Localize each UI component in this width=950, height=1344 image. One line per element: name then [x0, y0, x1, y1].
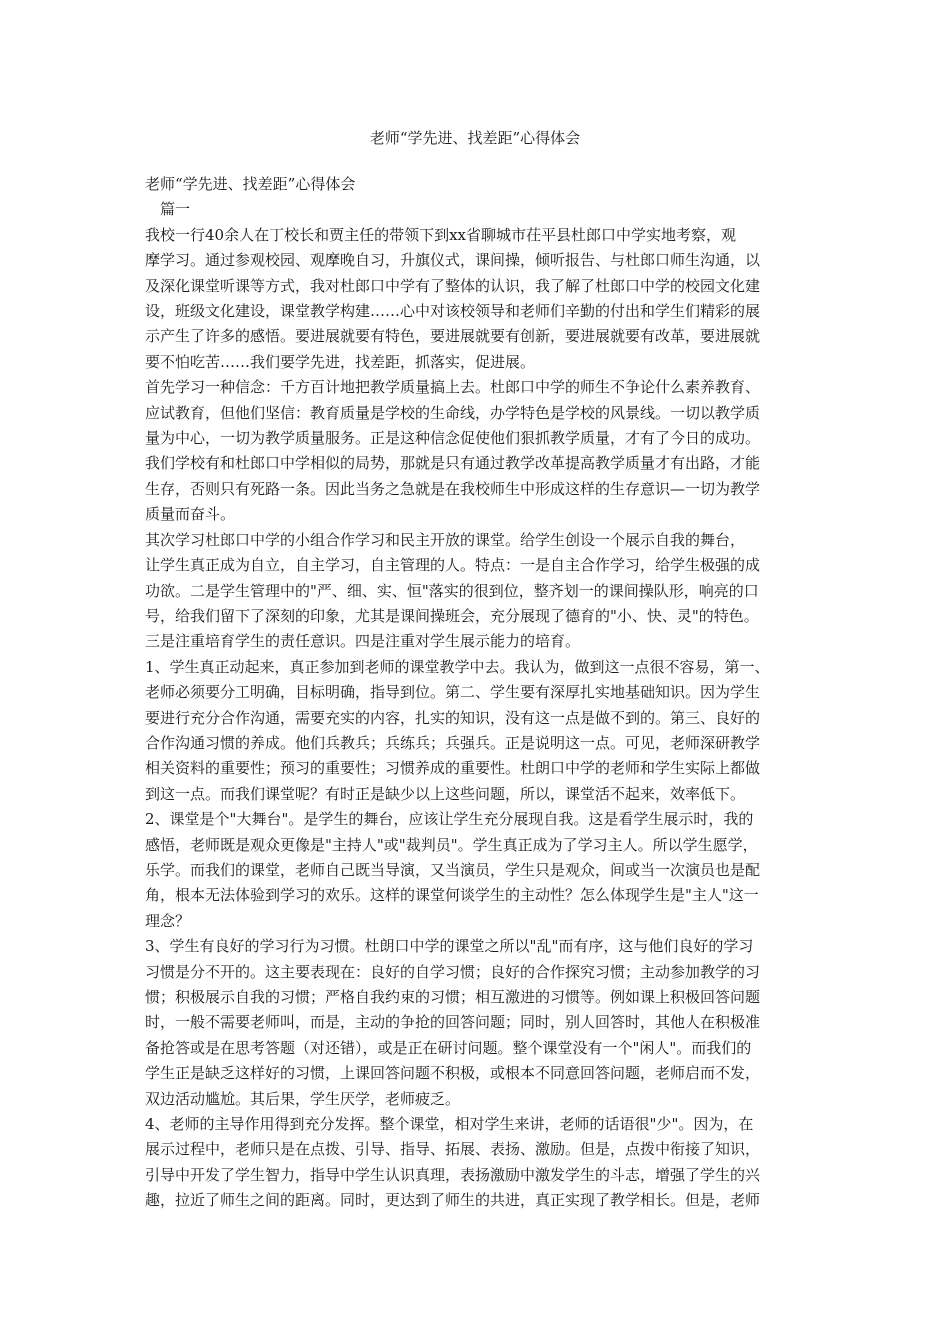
text-line: 感悟，老师既是观众更像是"主持人"或"裁判员"。学生真正成为了学习主人。所以学生愿学，: [145, 835, 758, 854]
text-line: 相关资料的重要性；预习的重要性；习惯养成的重要性。杜朗口中学的老师和学生实际上都做: [145, 759, 761, 778]
document-title: 老师“学先进、找差距”心得体会: [369, 129, 581, 147]
text-line: 让学生真正成为自立，自主学习，自主管理的人。特点：一是自主合作学习，给学生极强的成: [145, 556, 761, 575]
text-line: 首先学习一种信念：千方百计地把教学质量搞上去。杜郎口中学的师生不争论什么素养教育、: [145, 378, 761, 397]
text-line: 备抢答或是在思考答题（对还错），或是正在研讨问题。整个课堂没有一个"闲人"。而我们的: [145, 1038, 752, 1057]
section-label: 篇一: [160, 200, 191, 219]
text-line: 习惯是分不开的。这主要表现在：良好的自学习惯；良好的合作探究习惯；主动参加教学的习: [145, 962, 761, 981]
text-line: 时，一般不需要老师叫，而是，主动的争抢的回答问题；同时，别人回答时，其他人在积极准: [145, 1013, 761, 1032]
text-line: 功欲。二是学生管理中的"严、细、实、恒"落实的很到位，整齐划一的课间操队形，响亮的口: [145, 581, 759, 600]
text-line: 其次学习杜郎口中学的小组合作学习和民主开放的课堂。给学生创设一个展示自我的舞台，: [145, 530, 746, 549]
text-line: 1、学生真正动起来，真正参加到老师的课堂教学中去。我认为，做到这一点很不容易，第一、: [145, 657, 770, 676]
text-line: 老师必须要分工明确，目标明确，指导到位。第二、学生要有深厚扎实地基础知识。因为学生: [145, 683, 761, 702]
text-line: 要进行充分合作沟通，需要充实的内容，扎实的知识，没有这一点是做不到的。第三、良好的: [145, 708, 761, 727]
document-body: [145, 172, 817, 1214]
text-line: 量为中心，一切为教学质量服务。正是这种信念促使他们狠抓教学质量，才有了今日的成功。: [145, 429, 761, 448]
text-line: 4、老师的主导作用得到充分发挥。整个课堂，相对学生来讲，老师的话语很"少"。因为，在: [145, 1115, 754, 1134]
text-line: 生存，否则只有死路一条。因此当务之急就是在我校师生中形成这样的生存意识—一切为教学: [145, 479, 761, 498]
text-line: 理念？: [145, 911, 191, 930]
text-line: 角，根本无法体验到学习的欢乐。这样的课堂何谈学生的主动性？怎么体现学生是"主人"这一: [145, 886, 759, 905]
text-line: 双边活动尴尬。其后果，学生厌学，老师疲乏。: [145, 1089, 461, 1108]
text-line: 趣，拉近了师生之间的距离。同时，更达到了师生的共进，真正实现了教学相长。但是，老师: [145, 1191, 761, 1210]
text-line: 3、学生有良好的学习行为习惯。杜朗口中学的课堂之所以"乱"而有序，这与他们良好的学习: [145, 937, 754, 956]
text-line: 惯；积极展示自我的习惯；严格自我约束的习惯；相互激进的习惯等。例如课上积极回答问题: [145, 988, 761, 1006]
text-line: 及深化课堂听课等方式，我对杜郎口中学有了整体的认识，我了解了杜郎口中学的校园文化建: [145, 276, 761, 295]
text-line: 我们学校有和杜郎口中学相似的局势，那就是只有通过教学改革提高教学质量才有出路，才能: [145, 454, 761, 473]
text-line: 摩学习。通过参观校园、观摩晚自习，升旗仪式，课间操，倾听报告、与杜郎口师生沟通，以: [145, 251, 761, 270]
text-line: 我校一行40余人在丁校长和贾主任的带领下到xx省聊城市茌平县杜郎口中学实地考察，观: [145, 225, 737, 244]
text-line: 应试教育，但他们坚信：教育质量是学校的生命线，办学特色是学校的风景线。一切以教学质: [145, 403, 761, 422]
text-line: 到这一点。而我们课堂呢？有时正是缺少以上这些问题，所以，课堂活不起来，效率低下。: [145, 784, 746, 803]
text-line: 展示过程中，老师只是在点拨、引导、指导、拓展、表扬、激励。但是，点拨中衔接了知识，: [145, 1140, 761, 1159]
paragraph-lines: [145, 223, 817, 1214]
text-line: 引导中开发了学生智力，指导中学生认识真理，表扬激励中激发学生的斗志，增强了学生的兴: [145, 1165, 761, 1184]
text-line: 质量而奋斗。: [145, 505, 236, 524]
text-line: 三是注重培育学生的责任意识。四是注重对学生展示能力的培育。: [145, 632, 581, 651]
text-line: 示产生了许多的感悟。要进展就要有特色，要进展就要有创新，要进展就要有改革，要进展就: [145, 327, 761, 346]
text-line: 要不怕吃苦……我们要学先进，找差距，抓落实，促进展。: [145, 352, 536, 371]
body-subtitle: 老师“学先进、找差距”心得体会: [145, 175, 356, 193]
text-line: 2、课堂是个"大舞台"。是学生的舞台，应该让学生充分展现自我。这是看学生展示时，我的: [145, 810, 754, 829]
text-line: 合作沟通习惯的养成。他们兵教兵；兵练兵；兵强兵。正是说明这一点。可见，老师深研教学: [145, 733, 761, 752]
text-line: 学生正是缺乏这样好的习惯，上课回答问题不积极，或根本不同意回答问题，老师启而不发，: [145, 1064, 761, 1083]
text-line: 乐学。而我们的课堂，老师自己既当导演，又当演员，学生只是观众，间或当一次演员也是配: [145, 860, 761, 879]
text-line: 设，班级文化建设，课堂教学构建……心中对该校领导和老师们辛勤的付出和学生们精彩的展: [145, 302, 761, 321]
text-line: 号，给我们留下了深刻的印象，尤其是课间操班会，充分展现了德育的"小、快、灵"的特色。: [145, 606, 759, 625]
